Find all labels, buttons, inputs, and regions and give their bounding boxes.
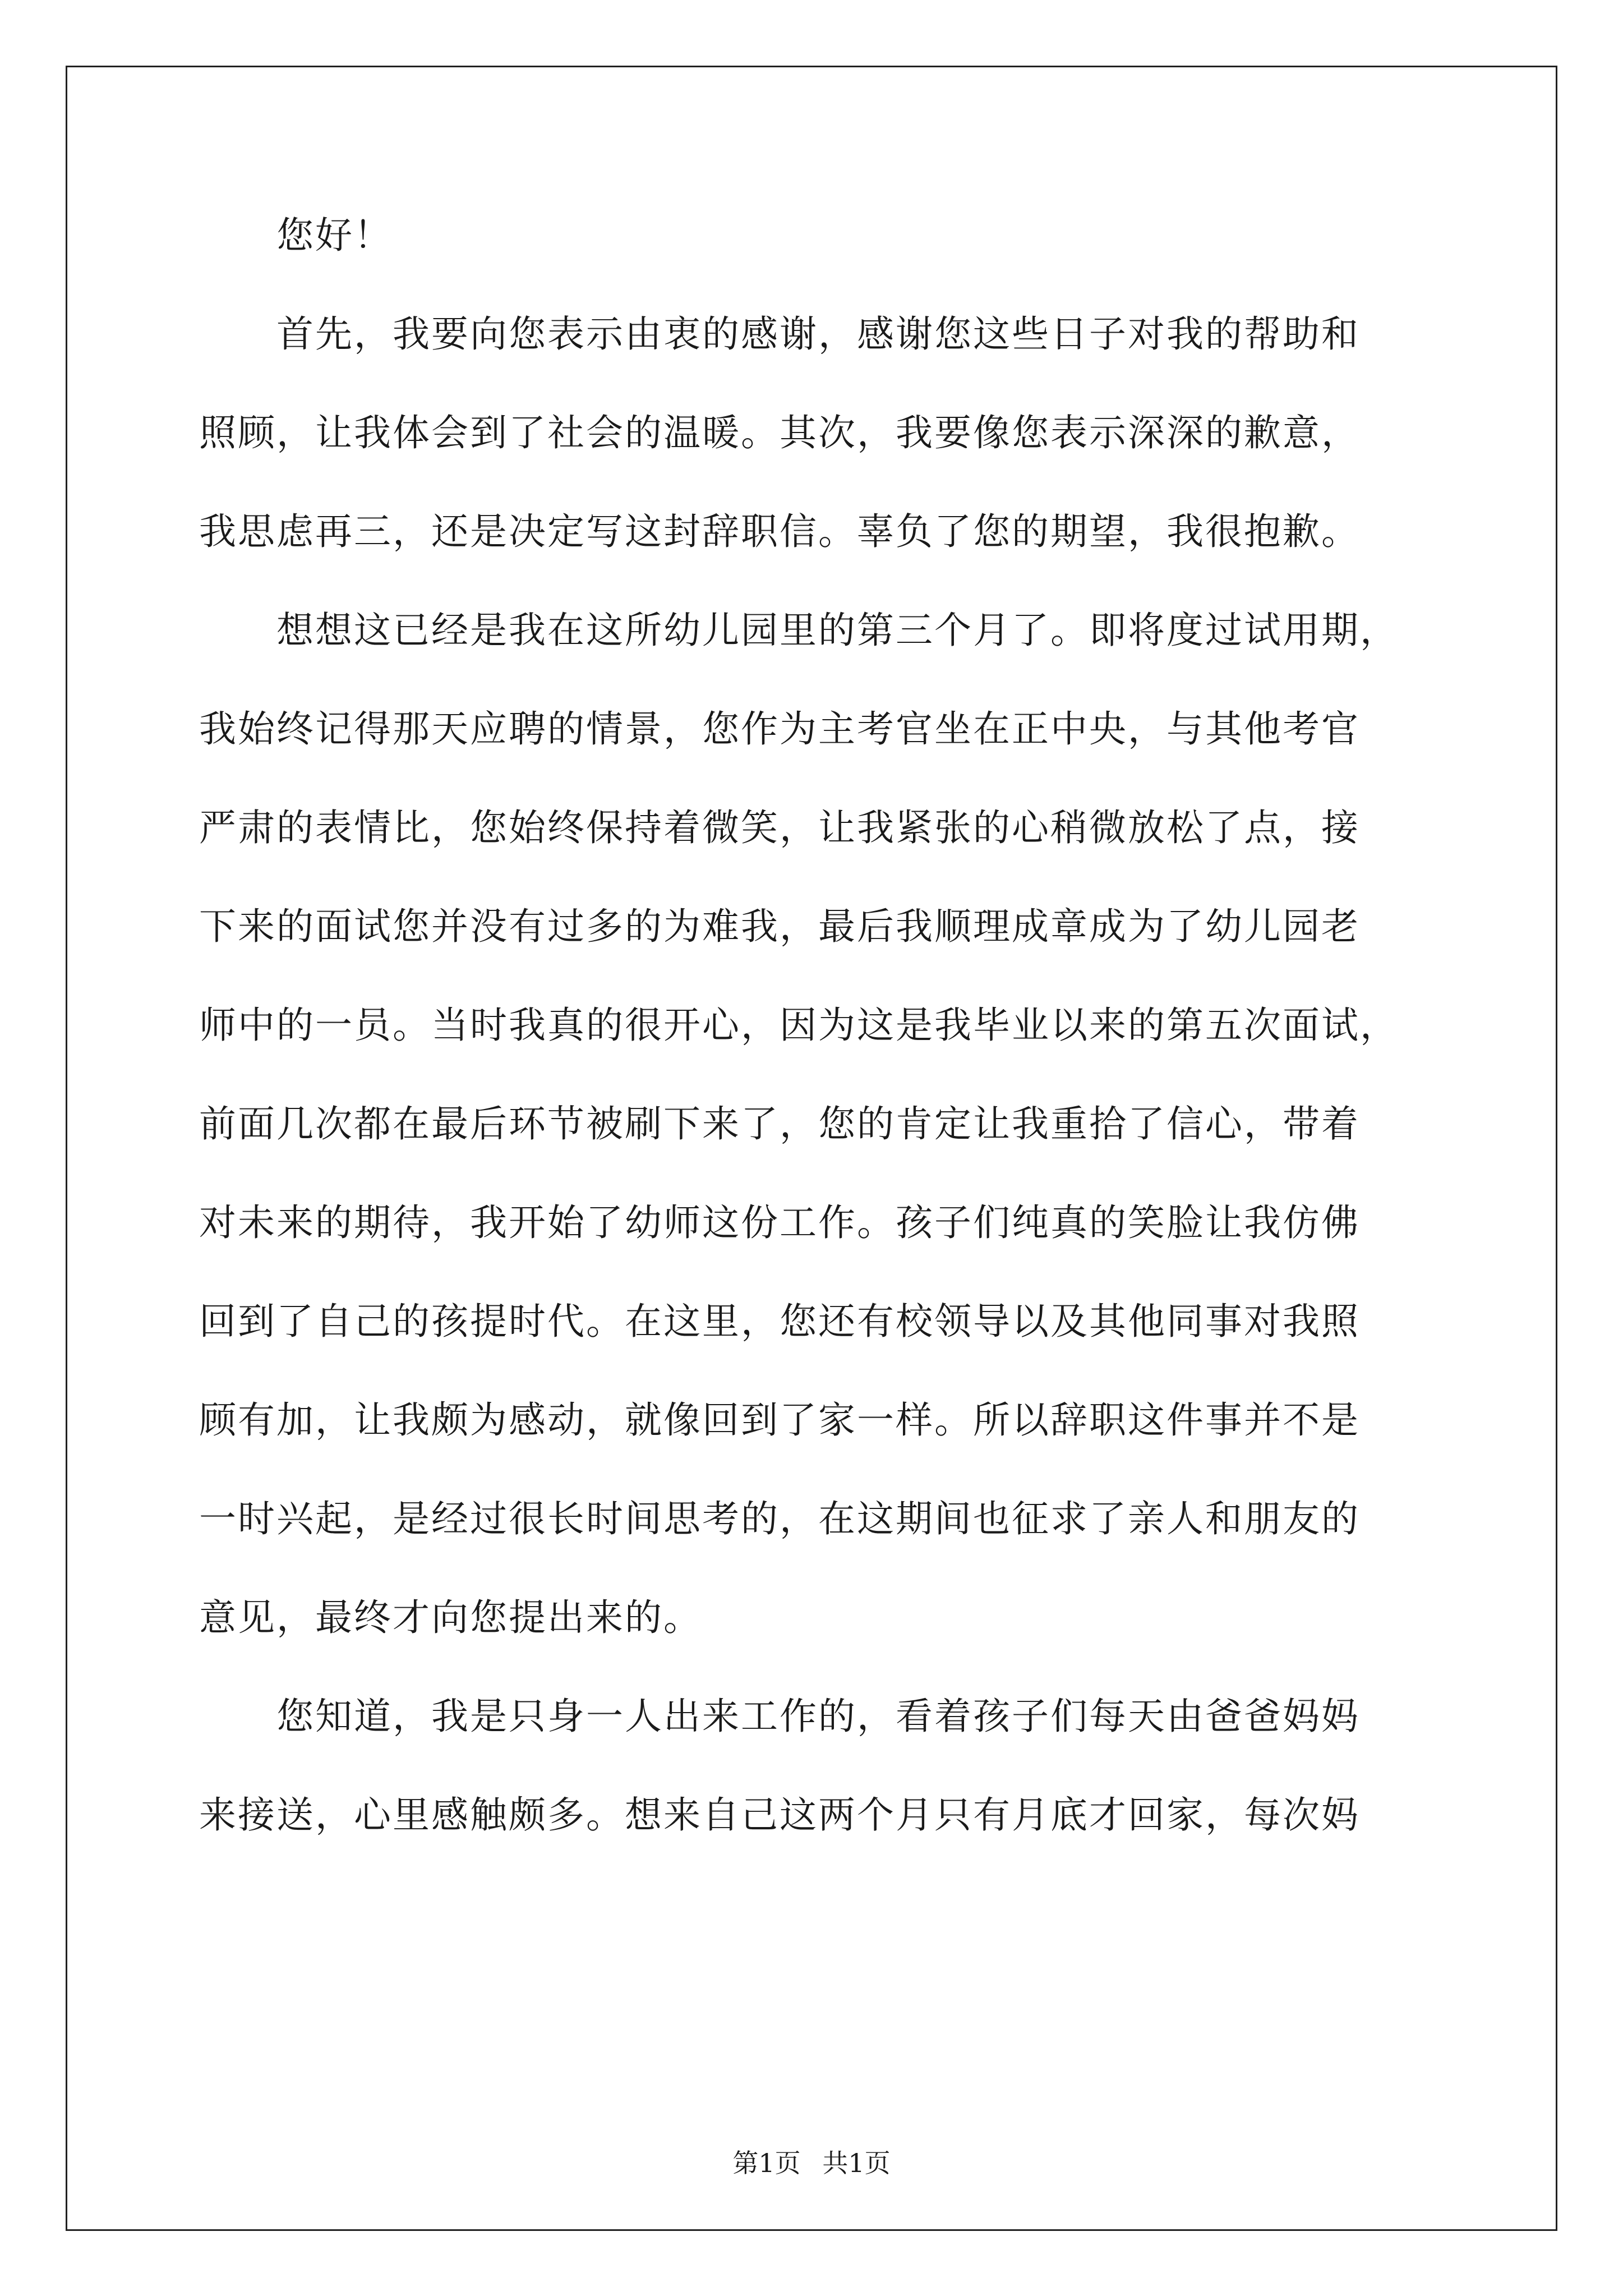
page-total: 共1页 [822,2148,891,2178]
text-line: 回到了自己的孩提时代。在这里，您还有校领导以及其他同事对我照 [199,1300,1360,1343]
text-line: 一时兴起，是经过很长时间思考的，在这期间也征求了亲人和朋友的 [199,1497,1360,1540]
text-line: 您知道，我是只身一人出来工作的，看着孩子们每天由爸爸妈妈 [199,1695,1360,1738]
text-line: 首先，我要向您表示由衷的感谢，感谢您这些日子对我的帮助和 [199,312,1360,356]
text-line: 严肃的表情比，您始终保持着微笑，让我紧张的心稍微放松了点，接 [199,806,1360,849]
text-line: 我思虑再三，还是决定写这封辞职信。辜负了您的期望，我很抱歉。 [199,510,1360,553]
text-line: 想想这已经是我在这所幼儿园里的第三个月了。即将度过试用期， [199,609,1399,652]
text-line: 对未来的期待，我开始了幼师这份工作。孩子们纯真的笑脸让我仿佛 [199,1201,1360,1244]
text-line: 您好！ [199,214,393,257]
text-line: 前面几次都在最后环节被刷下来了，您的肯定让我重拾了信心，带着 [199,1102,1360,1145]
text-line: 顾有加，让我颇为感动，就像回到了家一样。所以辞职这件事并不是 [199,1398,1360,1442]
text-line: 下来的面试您并没有过多的为难我，最后我顺理成章成为了幼儿园老 [199,905,1360,948]
text-line: 我始终记得那天应聘的情景，您作为主考官坐在正中央，与其他考官 [199,707,1360,751]
page-footer [0,2147,1623,2179]
text-line: 意见，最终才向您提出来的。 [199,1596,702,1639]
text-line: 师中的一员。当时我真的很开心，因为这是我毕业以来的第五次面试， [199,1004,1399,1047]
text-line: 来接送，心里感触颇多。想来自己这两个月只有月底才回家，每次妈 [199,1793,1360,1837]
letter-body [199,213,1438,1892]
page-number: 第1页 [732,2148,801,2178]
text-line: 照顾，让我体会到了社会的温暖。其次，我要像您表示深深的歉意， [199,411,1360,454]
